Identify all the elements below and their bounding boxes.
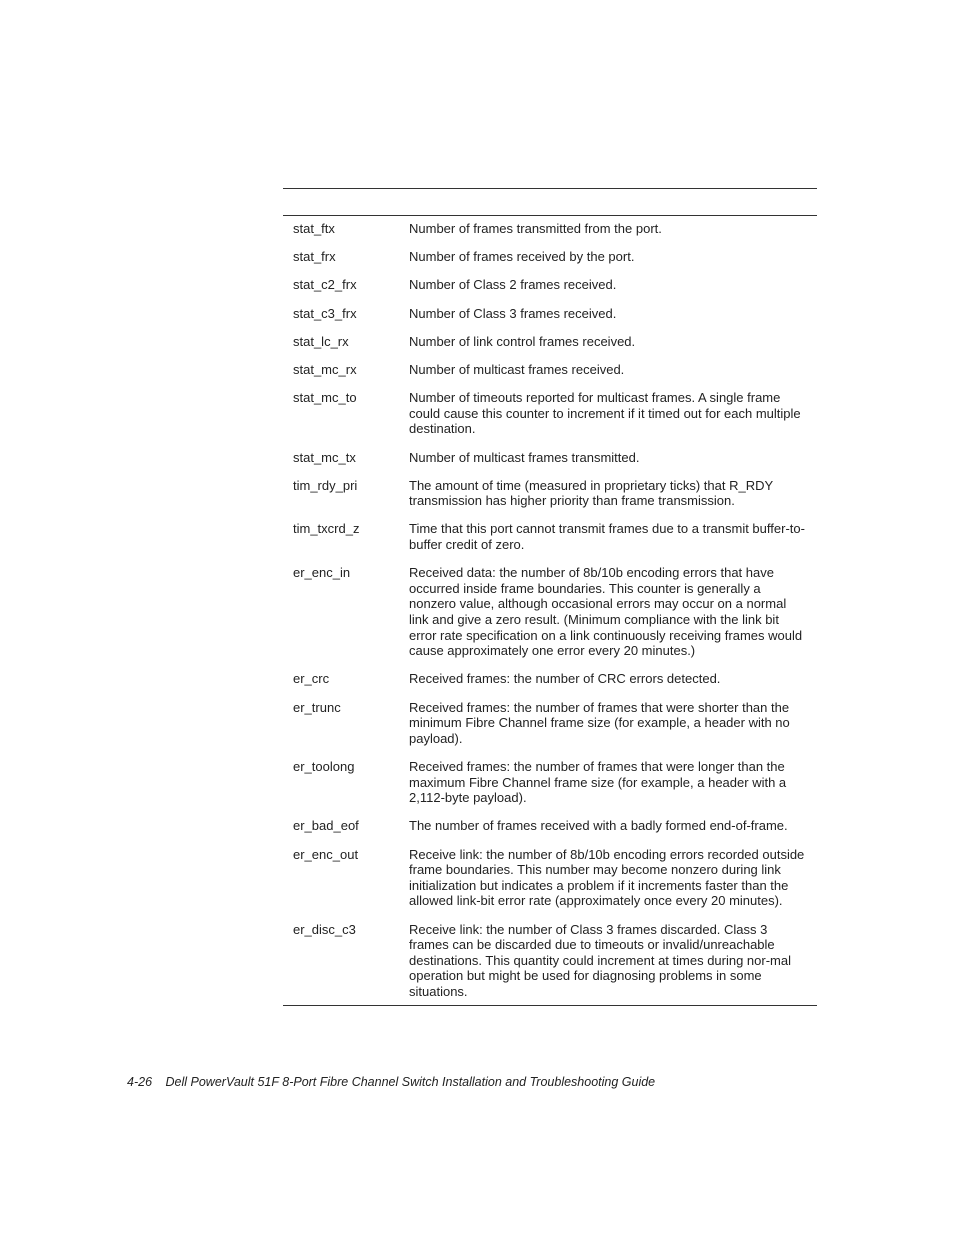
- term: stat_c2_frx: [293, 277, 357, 293]
- table-row: [283, 450, 817, 466]
- table-row: [283, 221, 817, 237]
- description: Number of timeouts reported for multicast frames. A single frame could cause this counter to increment if it timed out for each multiple destination.: [409, 390, 801, 437]
- description: Received data: the number of 8b/10b encoding errors that have occurred inside frame boundaries. This counter is generally a nonzero value, although occasional errors may occur on a normal link and give a zero result. (Minimum compliance with the link bit error rate specification on a link continuously receiving frames would cause approximately one error every 20 minutes.): [409, 565, 803, 659]
- description: Received frames: the number of frames that were shorter than the minimum Fibre Channel frame size (for example, a header with no payload).: [409, 699, 790, 746]
- term: er_toolong: [293, 758, 355, 774]
- term: stat_mc_to: [293, 390, 357, 406]
- table-row: [283, 306, 817, 322]
- description: The number of frames received with a badly formed end-of-frame.: [409, 818, 788, 834]
- table-row: [283, 334, 817, 350]
- term: er_disc_c3: [293, 921, 356, 937]
- term: stat_mc_rx: [293, 361, 357, 377]
- term: er_enc_out: [293, 846, 359, 862]
- term: er_enc_in: [293, 565, 351, 581]
- table-body: [283, 216, 817, 999]
- term: stat_mc_tx: [293, 449, 356, 465]
- page-footer: [127, 1075, 655, 1089]
- description: Received frames: the number of frames that were longer than the maximum Fibre Channel frame size (for example, a header with a 2,112-byte payload).: [409, 758, 787, 806]
- table-row: [283, 277, 817, 293]
- table-row: [283, 362, 817, 378]
- table-bottom-rule: [283, 1005, 817, 1006]
- table-row: [283, 249, 817, 265]
- description: Number of Class 3 frames received.: [409, 305, 617, 321]
- table-row: [283, 759, 817, 806]
- counter-table: [283, 188, 817, 1006]
- table-row: [283, 700, 817, 747]
- description: Number of link control frames received.: [409, 333, 636, 349]
- description: Received frames: the number of CRC errors detected.: [409, 671, 721, 687]
- description: Number of frames received by the port.: [409, 249, 635, 265]
- description: Number of frames transmitted from the port.: [409, 221, 662, 236]
- term: tim_txcrd_z: [293, 521, 360, 537]
- term: tim_rdy_pri: [293, 477, 358, 493]
- term: er_trunc: [293, 699, 341, 715]
- term: er_bad_eof: [293, 818, 359, 834]
- table-row: [283, 922, 817, 1000]
- term: stat_c3_frx: [293, 305, 357, 321]
- table-row: [283, 390, 817, 437]
- term: stat_ftx: [293, 221, 335, 236]
- description: Number of multicast frames transmitted.: [409, 449, 640, 465]
- table-row: [283, 818, 817, 834]
- description: Time that this port cannot transmit frames due to a transmit buffer-to-buffer credit of zero.: [409, 521, 805, 553]
- description: Number of multicast frames received.: [409, 361, 625, 377]
- description: The amount of time (measured in proprietary ticks) that R_RDY transmission has higher priority than frame transmission.: [409, 477, 773, 509]
- page-number: 4-26: [127, 1075, 153, 1089]
- description: Number of Class 2 frames received.: [409, 277, 617, 293]
- description: Receive link: the number of Class 3 frames discarded. Class 3 frames can be discarded due to timeouts or invalid/unreachable destinations. This quantity could increment at times during nor-mal operation but might be used for diagnosing problems in some situations.: [409, 921, 792, 999]
- table-row: [283, 478, 817, 509]
- description: Receive link: the number of 8b/10b encoding errors recorded outside frame boundaries. This number may become nonzero during link initialization but indicates a problem if it increments faster than the allowed link-bit error rate (approximately once every 20 minutes).: [409, 846, 805, 909]
- document-title: Dell PowerVault 51F 8-Port Fibre Channel Switch Installation and Troubleshooting Guide: [165, 1075, 656, 1089]
- term: stat_frx: [293, 249, 336, 265]
- table-header: [283, 189, 817, 216]
- table-row: [283, 671, 817, 687]
- term: stat_lc_rx: [293, 333, 349, 349]
- term: er_crc: [293, 671, 330, 687]
- table-row: [283, 847, 817, 909]
- table-row: [283, 565, 817, 659]
- table-row: [283, 521, 817, 552]
